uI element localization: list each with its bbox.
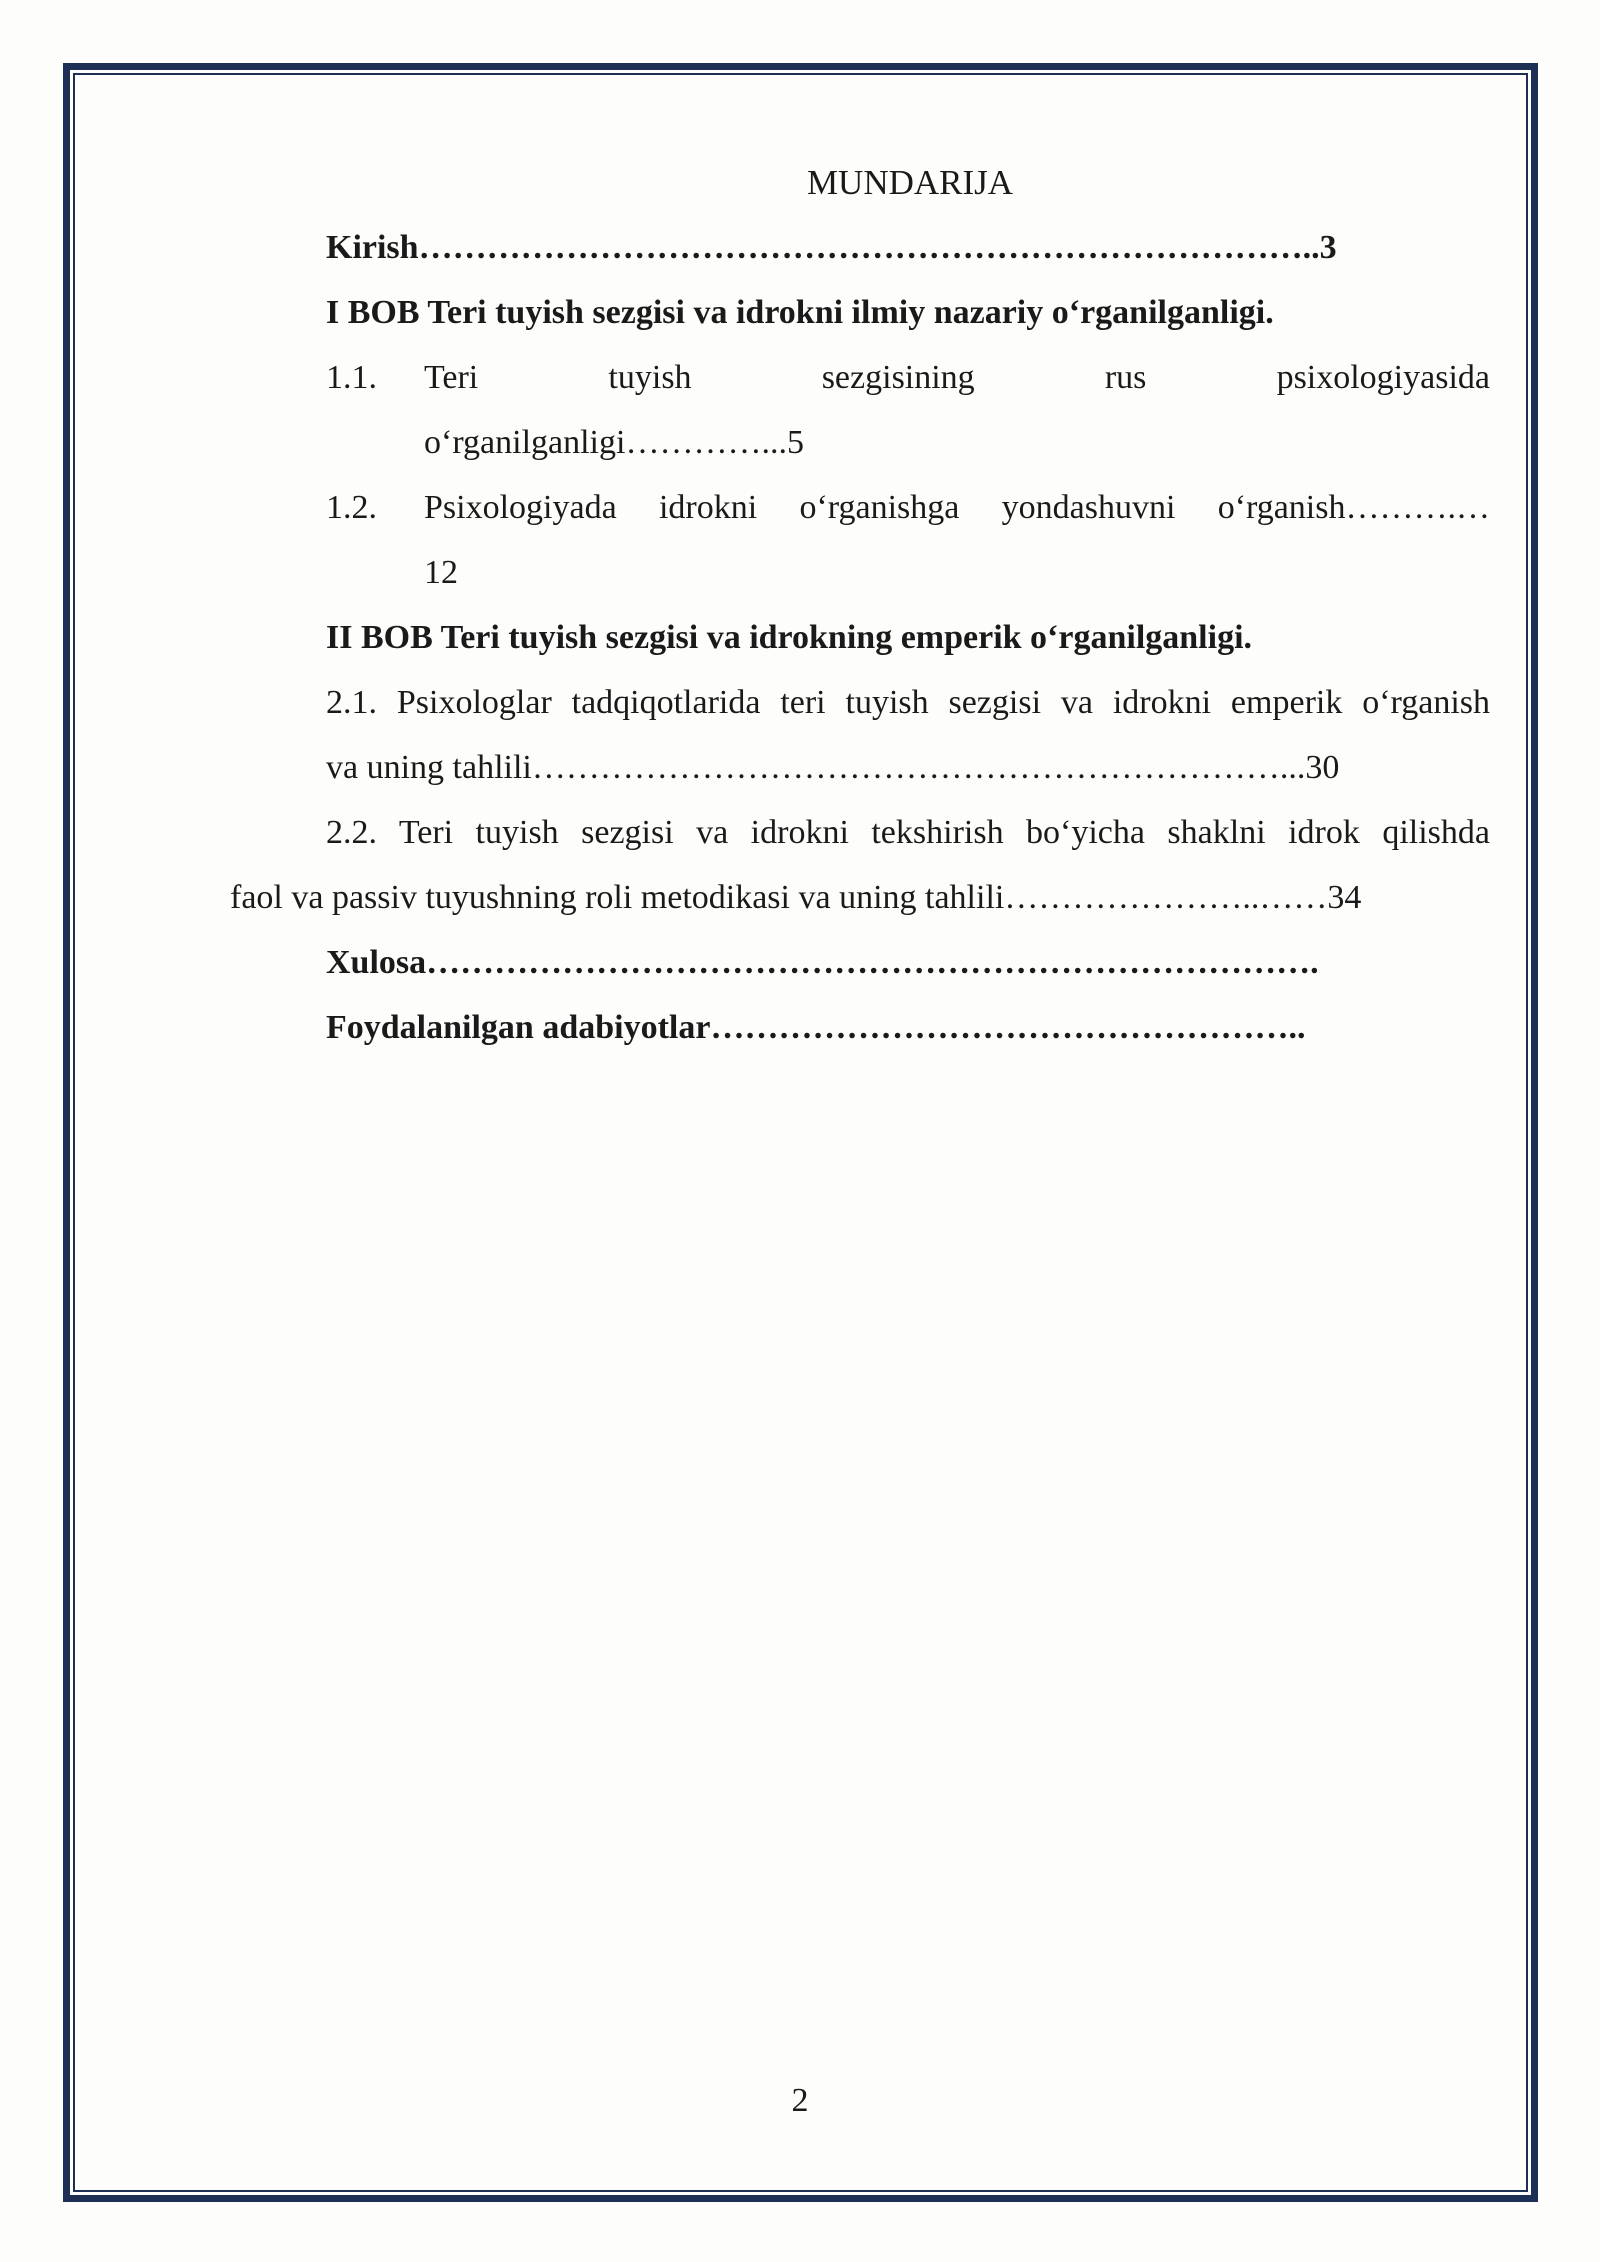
toc-entry-1-2-number: 1.2. [326, 489, 377, 526]
toc-entry-2-1[interactable] [230, 670, 1490, 800]
toc-entry-kirish[interactable]: Kirish……………………………………………………………………..3 [326, 229, 1337, 266]
toc-entry-2-1-line-1: 2.1. Psixologlar tadqiqotlarida teri tuyish sezgisi va idrokni emperik o‘rganish [326, 684, 1490, 721]
toc-entry-adabiyotlar[interactable]: Foydalanilgan adabiyotlar…………………………………………….. [326, 1009, 1306, 1046]
toc-entry-2-1-line-2: va uning tahlili…………………………………………………………...30 [326, 749, 1340, 786]
toc-title: MUNDARIJA [806, 163, 1014, 202]
toc-entry-1-1[interactable] [230, 345, 1490, 475]
toc-chapter-1[interactable]: I BOB Teri tuyish sezgisi va idrokni ilmiy nazariy o‘rganilganligi. [326, 294, 1274, 331]
toc-entry-1-1-number: 1.1. [326, 359, 377, 396]
toc-entry-1-2-line-1: Psixologiyada idrokni o‘rganishga yondashuvni o‘rganish……….… [424, 489, 1490, 526]
toc-word: tuyish [608, 359, 692, 396]
toc-entry-1-2-line-2: 12 [424, 554, 458, 591]
toc-entry-1-2[interactable] [230, 475, 1490, 605]
toc-entry-1-1-line-2: o‘rganilganligi…………...5 [424, 424, 804, 461]
toc-word: sezgisining [821, 359, 975, 396]
toc-entry-2-2-line-2: faol va passiv tuyushning roli metodikasi va uning tahlili…………………..……34 [230, 879, 1362, 916]
toc-word: rus [1104, 359, 1147, 396]
toc-entry-2-2-line-1: 2.2. Teri tuyish sezgisi va idrokni tekshirish bo‘yicha shaklni idrok qilishda [326, 814, 1490, 851]
toc-entry-2-2[interactable] [230, 800, 1490, 930]
toc-word: psixologiyasida [1276, 359, 1490, 396]
toc-entry-1-1-line-1 [424, 345, 1490, 410]
table-of-contents [230, 150, 1490, 1060]
page-number: 2 [791, 2082, 809, 2119]
toc-chapter-2[interactable]: II BOB Teri tuyish sezgisi va idrokning emperik o‘rganilganligi. [326, 619, 1253, 656]
toc-entry-xulosa[interactable]: Xulosa……………………………………………………………………. [326, 944, 1319, 981]
toc-word: Teri [424, 359, 479, 396]
